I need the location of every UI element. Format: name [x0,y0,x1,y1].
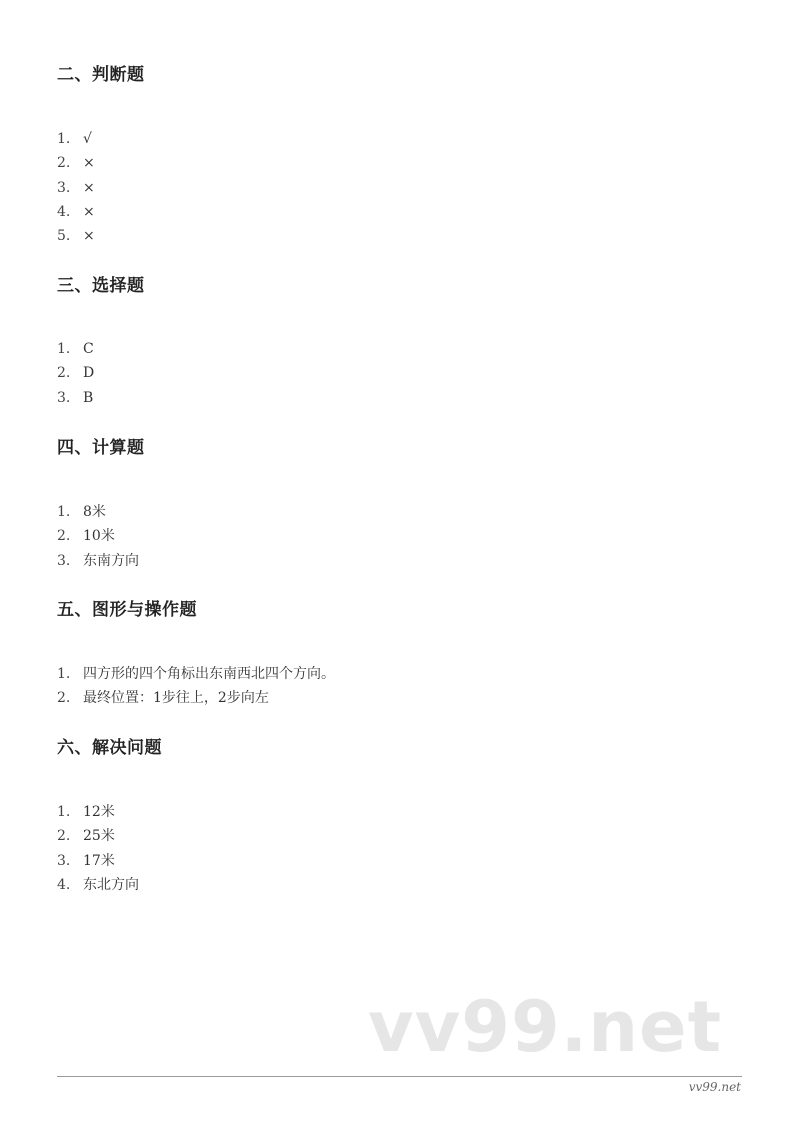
item-number: 1. [57,341,71,357]
item-number: 4. [57,876,71,893]
item-answer: × [83,179,95,196]
item-answer: 东北方向 [83,876,139,893]
footer-divider [57,1076,742,1077]
item-number: 1. [57,666,71,682]
item-number: 2. [57,690,71,707]
item-number: 2. [57,528,71,545]
item-answer: × [83,203,95,220]
watermark: vv99.net [368,986,723,1068]
item-number: 1. [57,131,71,147]
item-number: 2. [57,365,71,382]
item-number: 4. [57,203,71,220]
item-number: 5. [57,228,71,245]
item-answer: 东南方向 [83,552,139,569]
item-number: 3. [57,852,71,869]
item-answer: 12米 [83,804,115,820]
item-answer: 四方形的四个角标出东南西北四个方向。 [83,666,335,682]
footer-site-label: vv99.net [688,1080,741,1094]
item-answer: 25米 [83,828,115,845]
item-number: 2. [57,155,71,172]
answer-list [57,337,94,410]
item-answer: D [83,365,95,382]
list-item [57,151,95,175]
list-item [57,824,139,848]
item-number: 2. [57,828,71,845]
section-title: 三、选择题 [57,276,145,296]
answer-list [57,800,139,897]
list-item [57,127,95,151]
list-item [57,524,139,548]
section-word-problems [57,736,737,893]
item-answer: 最终位置：1步往上，2步向左 [83,690,269,707]
list-item [57,337,94,361]
section-geometry [57,598,737,707]
item-answer: × [83,155,95,172]
list-item [57,549,139,573]
list-item [57,800,139,824]
section-title: 四、计算题 [57,438,145,458]
list-item [57,361,94,385]
item-number: 3. [57,552,71,569]
list-item [57,849,139,873]
item-answer: C [83,341,94,357]
section-multiple-choice [57,274,737,406]
section-title: 六、解决问题 [57,738,162,758]
item-answer: 8米 [83,504,106,520]
list-item [57,686,335,710]
section-title: 二、判断题 [57,65,145,85]
answer-list [57,500,139,573]
item-answer: 17米 [83,852,115,869]
list-item [57,200,95,224]
item-answer: B [83,389,94,406]
item-answer: √ [83,131,92,147]
item-number: 1. [57,804,71,820]
answer-list [57,662,335,711]
section-judgment [57,63,737,245]
list-item [57,224,95,248]
item-number: 1. [57,504,71,520]
list-item [57,500,139,524]
section-title: 五、图形与操作题 [57,600,197,620]
item-answer: 10米 [83,528,115,545]
list-item [57,176,95,200]
answer-list [57,127,95,248]
list-item [57,873,139,897]
item-answer: × [83,228,95,245]
item-number: 3. [57,389,71,406]
list-item [57,386,94,410]
item-number: 3. [57,179,71,196]
list-item [57,662,335,686]
section-calculation [57,436,737,569]
